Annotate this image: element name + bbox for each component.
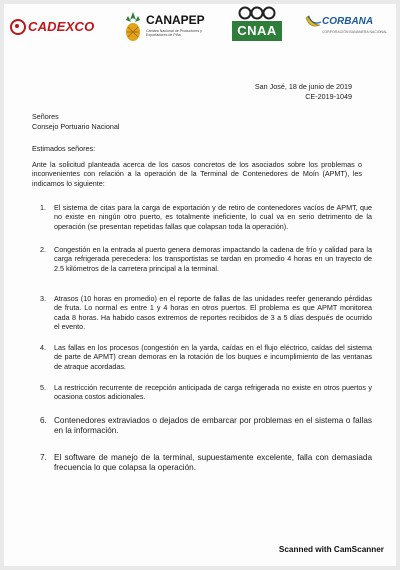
list-item-text: El sistema de citas para la carga de exportación y de retiro de contenedores vacíos de APMT, que no existe en ningún otro puerto, es totalmente ineficiente, lo cual va en serio detrimento de la operación (se presentan repetidas fallas que colapsan toda la operación). xyxy=(54,203,372,231)
intro-paragraph: Ante la solicitud planteada acerca de los casos concretos de los asociados sobre los problemas o inconvenientes con relación a la operación de la Terminal de Contenedores de Moín (APMT), les indicamos lo siguiente: xyxy=(32,160,362,188)
list-item xyxy=(40,294,372,342)
banana-icon xyxy=(304,14,322,30)
scanned-letter-page xyxy=(4,4,396,566)
list-item-number: 6. xyxy=(40,416,47,425)
recipient-organization: Consejo Portuario Nacional xyxy=(32,121,120,131)
list-item xyxy=(40,203,372,251)
corbana-wordmark: CORBANA xyxy=(322,16,374,27)
letter-date: San José, 18 de junio de 2019 xyxy=(254,82,352,91)
list-item-text: Las fallas en los procesos (congestión en la yarda, caídas en el flujo eléctrico, caídas del sistema de parte de APMT) crean demoras en la rotación de los buques e incumplimiento de las ventanas de atraque acordadas. xyxy=(54,343,372,371)
list-item-number: 2. xyxy=(40,245,46,254)
pineapple-icon xyxy=(124,12,142,42)
greeting: Estimados señores: xyxy=(32,144,96,153)
letterhead-logos xyxy=(4,4,396,50)
camscanner-watermark: Scanned with CamScanner xyxy=(278,545,384,554)
list-item xyxy=(40,383,372,407)
cnaa-logo xyxy=(232,6,282,46)
list-item xyxy=(40,245,372,293)
letter-reference: CE-2019-1049 xyxy=(305,91,352,101)
list-item-number: 1. xyxy=(40,203,46,212)
list-item-text: Congestión en la entrada al puerto genera demoras impactando la cadena de frío y calidad para la carga refrigerada perecedera: los transportistas se tardan en promedio 4 horas en un trayecto de 2.5 kilómetros de la carretera principal a la terminal. xyxy=(54,245,372,273)
list-item-text: La restricción recurrente de recepción anticipada de carga refrigerada no existe en otros puertos y ocasiona costos adicionales. xyxy=(54,383,372,402)
cadexco-wordmark: CADEXCO xyxy=(28,19,95,35)
canapep-logo xyxy=(124,10,205,46)
cadexco-logo xyxy=(10,18,94,36)
list-item-number: 5. xyxy=(40,383,46,392)
recipient-salutation: Señores xyxy=(32,112,59,121)
cadexco-emblem-icon xyxy=(10,19,26,35)
list-item-text: El software de manejo de la terminal, supuestamente excelente, falla con demasiada frecuencia lo que colapsa la operación. xyxy=(54,453,372,473)
list-item-number: 7. xyxy=(40,453,47,462)
list-item-text: Atrasos (10 horas en promedio) en el reporte de fallas de las unidades reefer generando pérdidas de fruta. Lo normal es entre 1 y 4 horas en otros puertos. El problema es que APMT monitorea cada 8 horas. Ha habido casos extremos de reportes recibidos de 3 a 5 días después de ocurrido el evento. xyxy=(54,294,372,332)
list-item-text: Contenedores extraviados o dejados de embarcar por problemas en el sistema o fallas en la información. xyxy=(54,416,372,436)
canapep-wordmark: CANAPEP xyxy=(146,13,205,27)
cnaa-rings-icon xyxy=(238,6,276,20)
corbana-logo xyxy=(304,14,390,44)
list-item xyxy=(40,416,372,440)
list-item xyxy=(40,453,372,477)
list-item-number: 3. xyxy=(40,294,46,303)
corbana-subtitle: CORPORACIÓN BANANERA NACIONAL xyxy=(322,30,388,34)
list-item-number: 4. xyxy=(40,343,46,352)
canapep-subtitle: Cámara Nacional de Productores y Exportadores de Piña xyxy=(146,29,202,38)
cnaa-wordmark: CNAA xyxy=(232,21,282,41)
